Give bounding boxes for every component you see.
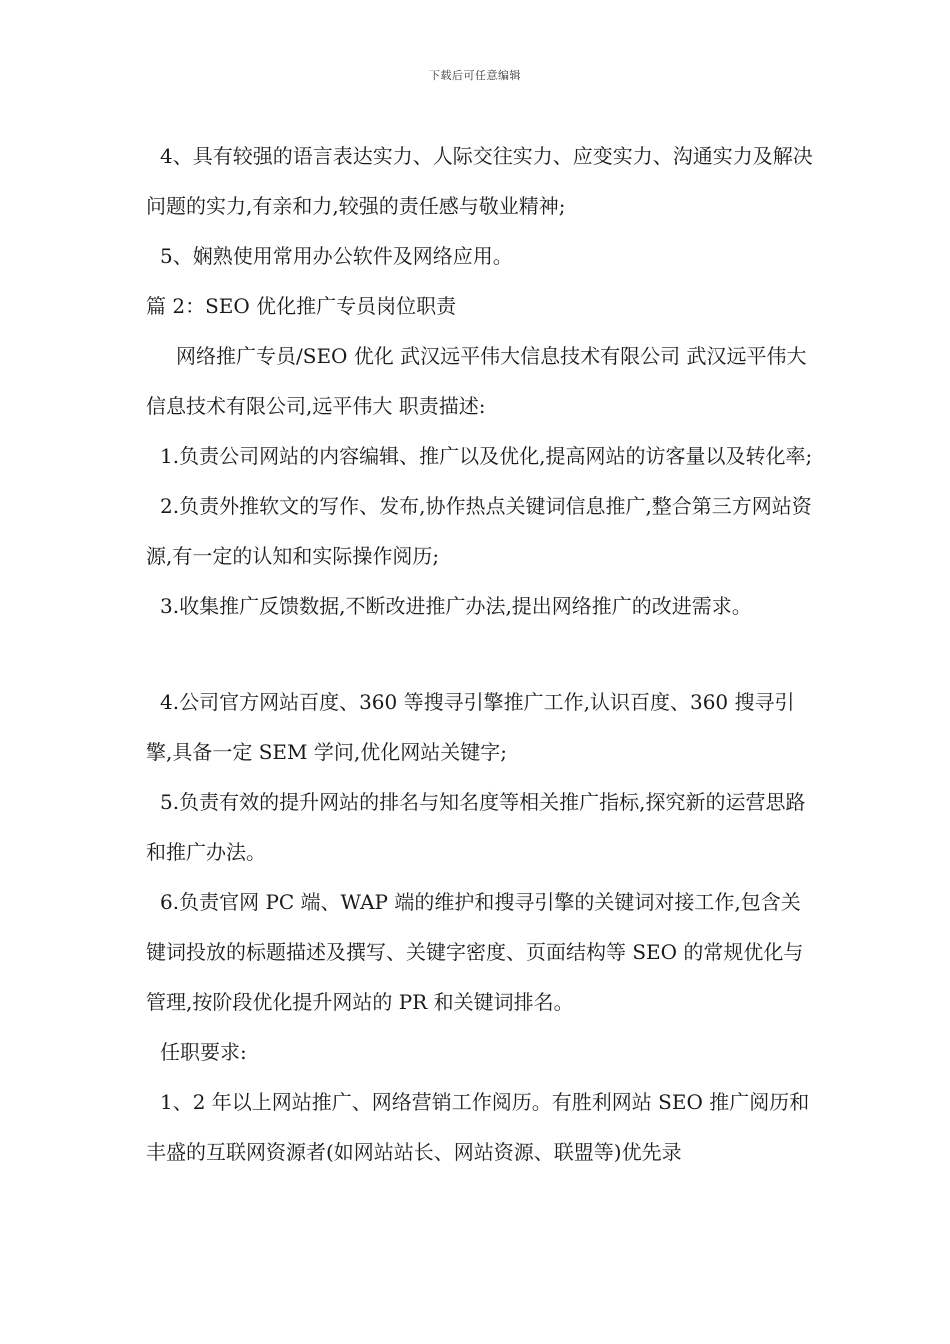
paragraph-requirement-4: 4、具有较强的语言表达实力、人际交往实力、应变实力、沟通实力及解决问题的实力,有亲和力,较强的责任感与敬业精神; [146,144,813,218]
paragraph-requirements-heading: 任职要求: [160,1040,247,1064]
paragraph-job-intro: 网络推广专员/SEO 优化 武汉远平伟大信息技术有限公司 武汉远平伟大信息技术有限公司,远平伟大 职责描述: [146,344,807,418]
header-note: 下载后可任意编辑 [429,69,521,82]
paragraph-requirement-1: 1、2 年以上网站推广、网络营销工作阅历。有胜利网站 SEO 推广阅历和丰盛的互联网资源者(如网站站长、网站资源、联盟等)优先录 [146,1090,810,1164]
paragraph-duty-3: 3.收集推广反馈数据,不断改进推广办法,提出网络推广的改进需求。 [160,594,752,618]
paragraph-requirement-5: 5、娴熟使用常用办公软件及网络应用。 [160,244,513,268]
paragraph-duty-5: 5.负责有效的提升网站的排名与知名度等相关推广指标,探究新的运营思路和推广办法。 [146,790,806,864]
paragraph-duty-6: 6.负责官网 PC 端、WAP 端的维护和搜寻引擎的关键词对接工作,包含关键词投放的标题描述及撰写、关键字密度、页面结构等 SEO 的常规优化与管理,按阶段优化提升网站的 PR 和关键词排名。 [146,890,804,1014]
section-title: 篇 2：SEO 优化推广专员岗位职责 [146,294,457,318]
paragraph-duty-1: 1.负责公司网站的内容编辑、推广以及优化,提高网站的访客量以及转化率; [160,444,813,468]
paragraph-duty-2: 2.负责外推软文的写作、发布,协作热点关键词信息推广,整合第三方网站资源,有一定的认知和实际操作阅历; [146,494,812,568]
paragraph-duty-4: 4.公司官方网站百度、360 等搜寻引擎推广工作,认识百度、360 搜寻引擎,具备一定 SEM 学问,优化网站关键字; [146,690,795,764]
document-body [146,131,818,1177]
blank-line [146,631,818,677]
